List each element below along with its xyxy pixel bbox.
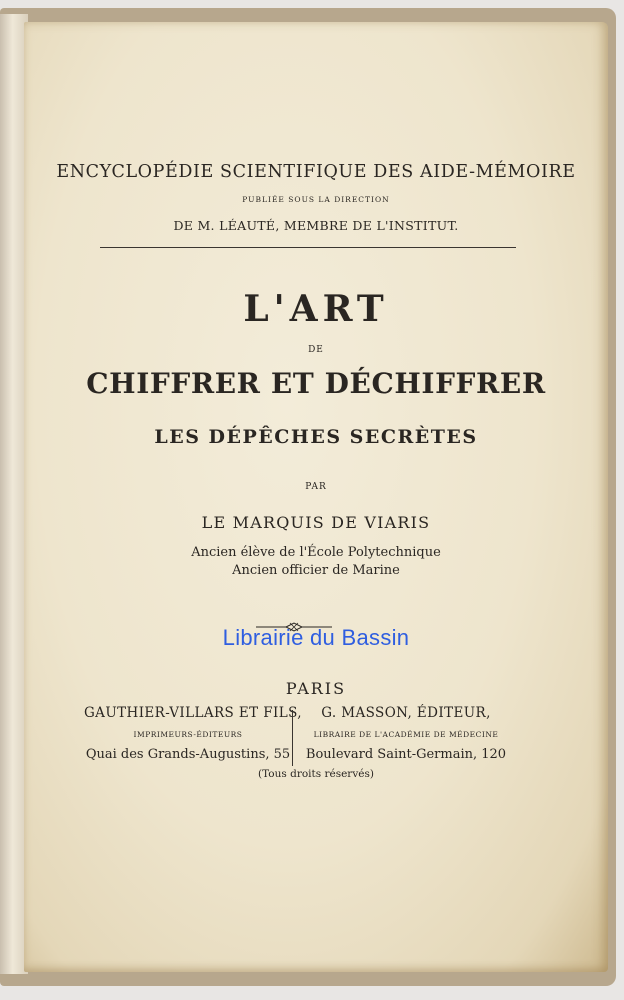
book-title-line1: L'ART: [243, 288, 389, 330]
publisher-right-address: Boulevard Saint-Germain, 120: [305, 747, 507, 762]
book-title-line3: LES DÉPÊCHES SECRÈTES: [154, 426, 478, 448]
book-title-connector: DE: [308, 345, 324, 355]
publisher-left-name: GAUTHIER-VILLARS ET FILS,: [84, 705, 302, 721]
publisher-left-role: IMPRIMEURS-ÉDITEURS: [133, 730, 243, 739]
publisher-left: [84, 705, 302, 762]
imprint-city: PARIS: [285, 679, 347, 698]
series-director: DE M. LÉAUTÉ, MEMBRE DE L'INSTITUT.: [173, 218, 459, 233]
publisher-right-role: LIBRAIRE DE L'ACADÉMIE DE MÉDECINE: [313, 730, 499, 739]
series-title: ENCYCLOPÉDIE SCIENTIFIQUE DES AIDE-MÉMOIRE: [56, 162, 576, 182]
by-label: PAR: [305, 482, 327, 492]
publisher-right: [296, 705, 516, 762]
publisher-left-address: Quai des Grands-Augustins, 55: [85, 747, 291, 762]
rights-notice: (Tous droits réservés): [258, 768, 374, 780]
bookseller-watermark: Librairie du Bassin: [222, 625, 410, 650]
author-name: LE MARQUIS DE VIARIS: [201, 513, 431, 532]
author-credential-1: Ancien élève de l'École Polytechnique: [191, 545, 441, 560]
book-title-line2: CHIFFRER ET DÉCHIFFRER: [86, 367, 546, 400]
publisher-divider: [292, 710, 293, 766]
title-page: [24, 22, 608, 972]
header-rule: [100, 247, 516, 248]
publisher-right-name: G. MASSON, ÉDITEUR,: [321, 705, 491, 721]
author-credential-2: Ancien officier de Marine: [232, 563, 400, 578]
published-under: PUBLIÉE SOUS LA DIRECTION: [242, 195, 390, 204]
